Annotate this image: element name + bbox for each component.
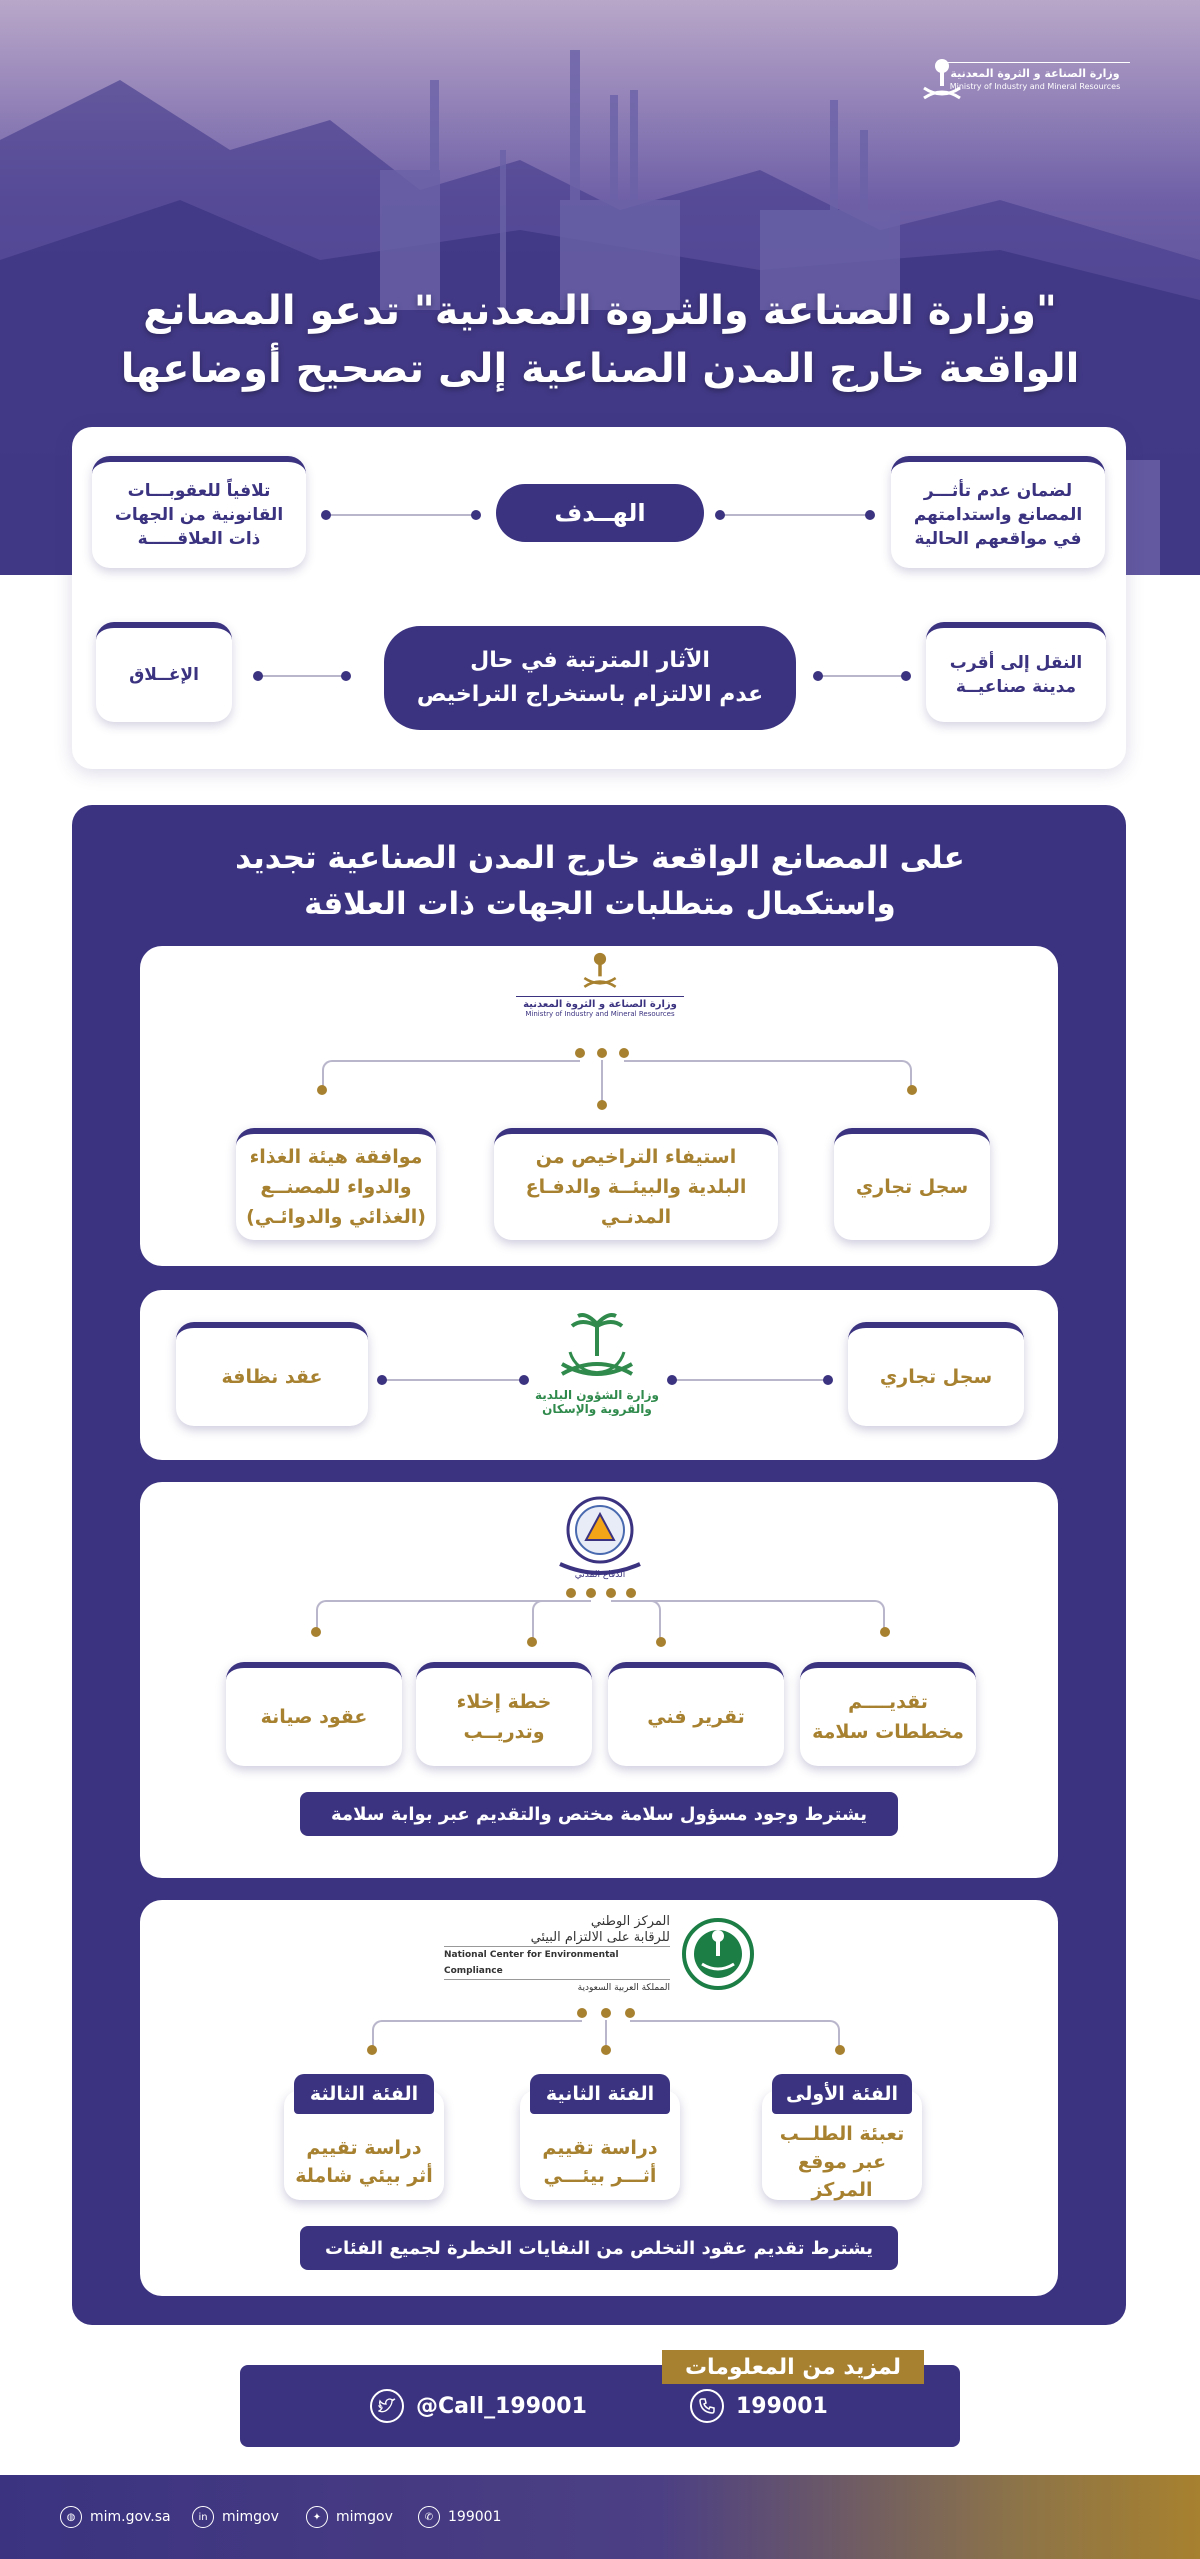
tree-dot	[311, 1627, 321, 1637]
tree-dot	[601, 2045, 611, 2055]
ncec-category-2	[520, 2083, 680, 2200]
panel-title	[140, 835, 1060, 927]
footer-phone-text: 199001	[448, 2509, 502, 2525]
contact-twitter-handle: @Call_199001	[416, 2393, 587, 2419]
tree-dot	[367, 2045, 377, 2055]
ncec-category-1-head: الفئة الأولى	[772, 2074, 912, 2114]
goal-right-text: لضمان عدم تأثـــر المصانع واستدامتهم في مواقعهم الحالية	[913, 481, 1083, 549]
palm-swords-emblem-icon	[552, 1312, 642, 1384]
ncec-category-2-head: الفئة الثانية	[530, 2074, 670, 2114]
goal-right-box	[891, 456, 1105, 568]
mim-item-commercial-register	[834, 1128, 990, 1240]
momrah-connector-right	[672, 1379, 828, 1381]
twitter-icon: ✦	[306, 2506, 328, 2528]
footer-twitter-text: mimgov	[336, 2509, 393, 2525]
ncec-logo	[444, 1912, 758, 1992]
ministry-logo-english: Ministry of Industry and Mineral Resources	[949, 82, 1121, 91]
consequence-label	[384, 626, 796, 730]
phone-icon	[690, 2389, 724, 2423]
tree-dot	[619, 1048, 629, 1058]
ncec-note-text: يشترط تقديم عقود التخلص من النفايات الخطرة لجميع الفئات	[324, 2237, 874, 2259]
civil-defense-item-text: خطة إخلاء وتدريــب	[456, 1691, 552, 1743]
tree-dot	[317, 1085, 327, 1095]
momrah-item-cleaning-contract	[176, 1322, 368, 1426]
consequence-label-line1: الآثار المترتبة في حال	[470, 648, 710, 673]
footer-linkedin-text: mimgov	[222, 2509, 279, 2525]
ncec-category-3-head: الفئة الثالثة	[294, 2074, 434, 2114]
twitter-icon	[370, 2389, 404, 2423]
goal-connector-right	[720, 514, 870, 516]
ncec-category-3	[284, 2083, 444, 2200]
civil-defense-item-technical-report	[608, 1662, 784, 1766]
tree-dot	[606, 1588, 616, 1598]
ncec-category-1-body: تعبئة الطلــب عبر موقع المركز	[779, 2123, 905, 2201]
tree-branch-right	[624, 1060, 912, 1088]
momrah-connector-left	[382, 1379, 524, 1381]
panel-title-line1: على المصانع الواقعة خارج المدن الصناعية تجديد	[235, 840, 965, 876]
tree-dot	[880, 1627, 890, 1637]
momrah-logo-line1: وزارة الشؤون البلدية	[534, 1388, 659, 1402]
tree-branch-middle	[601, 1060, 603, 1102]
panel-title-line2: واستكمال متطلبات الجهات ذات العلاقة	[304, 886, 896, 922]
tree-dot	[586, 1588, 596, 1598]
consequence-label-line2: عدم الالتزام باستخراج التراخيص	[416, 682, 764, 707]
tree-dot	[626, 1588, 636, 1598]
contact-phone[interactable]	[690, 2389, 828, 2423]
mim-item-text: استيفاء التراخيص من البلدية والبيئــة والدفـاع المدنـي	[525, 1146, 747, 1228]
civil-defense-item-text: تقديــــم مخططات سلامة	[812, 1691, 964, 1743]
contact-label-text: لمزيد من المعلومات	[684, 2354, 902, 2380]
ncec-logo-english: National Center for Environmental Compliance	[444, 1946, 670, 1980]
consequence-right-text: النقل إلى أقرب مدينة صناعيــة	[949, 653, 1083, 697]
ncec-category-1	[762, 2083, 922, 2201]
mim-logo	[510, 952, 690, 1018]
goal-label-text: الهــدف	[554, 499, 646, 527]
page-title	[100, 282, 1100, 398]
tree-dot	[601, 2008, 611, 2018]
goal-connector-left	[326, 514, 476, 516]
goal-left-box	[92, 456, 306, 568]
civil-defense-item-evacuation-plan	[416, 1662, 592, 1766]
mim-item-text: سجل تجاري	[855, 1176, 969, 1198]
momrah-item-text: سجل تجاري	[879, 1366, 993, 1388]
momrah-item-commercial-register	[848, 1322, 1024, 1426]
saudi-emblem-icon	[580, 952, 620, 992]
ministry-logo	[920, 58, 1150, 93]
civil-defense-logo-text: الدفاع المدني	[574, 1570, 626, 1580]
footer-website-text: mim.gov.sa	[90, 2509, 171, 2525]
tree-branch-right	[630, 2020, 840, 2048]
tree-branch-left	[532, 1600, 591, 1642]
tree-branch-middle	[605, 2020, 607, 2048]
civil-defense-emblem-icon	[550, 1490, 650, 1582]
footer-linkedin[interactable]	[192, 2506, 279, 2528]
civil-defense-item-maintenance-contracts	[226, 1662, 402, 1766]
civil-defense-note-text: يشترط وجود مسؤول سلامة مختص والتقديم عبر بوابة سلامة	[331, 1803, 867, 1825]
contact-phone-number: 199001	[736, 2393, 828, 2419]
tree-branch-left	[322, 1060, 580, 1088]
civil-defense-note	[300, 1792, 898, 1836]
civil-defense-item-safety-plans	[800, 1662, 976, 1766]
tree-dot	[597, 1048, 607, 1058]
consequence-left-text: الإغــلاق	[129, 665, 199, 685]
momrah-logo-line2: والقروية والإسكان	[542, 1402, 652, 1416]
mim-item-text: موافقة هيئة الغذاء والدواء للمصنــع (الغذائي والدوائـي)	[246, 1146, 426, 1228]
page-title-line1: "وزارة الصناعة والثروة المعدنية" تدعو المصانع	[143, 288, 1057, 334]
ncec-logo-arabic-line3: المملكة العربية السعودية	[577, 1983, 670, 1993]
tree-dot	[575, 1048, 585, 1058]
footer	[0, 2475, 1200, 2559]
saudi-emblem-icon	[920, 58, 964, 104]
civil-defense-logo	[540, 1490, 660, 1580]
ncec-logo-arabic-line2: للرقابة على الالتزام البيئي	[530, 1930, 670, 1945]
consequence-connector-right	[818, 675, 906, 677]
mim-item-sfda-approval	[236, 1128, 436, 1240]
contact-twitter[interactable]	[370, 2389, 587, 2423]
tree-dot	[566, 1588, 576, 1598]
ministry-logo-arabic: وزارة الصناعة و الثروة المعدنية	[950, 67, 1120, 80]
ncec-category-2-body: دراسة تقييم أثـــر بيئـــي	[542, 2137, 658, 2187]
consequence-right-box	[926, 622, 1106, 722]
ncec-category-3-body: دراسة تقييم أثر بيئي شاملة	[295, 2137, 433, 2187]
tree-dot	[656, 1637, 666, 1647]
ncec-logo-arabic-line1: المركز الوطني	[590, 1914, 670, 1929]
ncec-emblem-icon	[680, 1916, 756, 1992]
mim-logo-english: Ministry of Industry and Mineral Resources	[525, 1010, 675, 1018]
footer-website[interactable]	[60, 2506, 171, 2528]
tree-dot	[835, 2045, 845, 2055]
ncec-note	[300, 2226, 898, 2270]
tree-dot	[577, 2008, 587, 2018]
tree-dot	[527, 1637, 537, 1647]
phone-icon: ✆	[418, 2506, 440, 2528]
civil-defense-item-text: عقود صيانة	[260, 1706, 368, 1728]
globe-icon: ◍	[60, 2506, 82, 2528]
footer-twitter[interactable]	[306, 2506, 393, 2528]
footer-phone[interactable]	[418, 2506, 501, 2528]
tree-branch-left	[372, 2020, 582, 2048]
mim-logo-arabic: وزارة الصناعة و الثروة المعدنية	[523, 999, 677, 1010]
tree-branch-far-right	[631, 1600, 885, 1630]
contact-label	[662, 2350, 924, 2384]
momrah-item-text: عقد نظافة	[221, 1366, 323, 1388]
linkedin-icon: in	[192, 2506, 214, 2528]
momrah-logo	[532, 1312, 662, 1416]
civil-defense-item-text: تقرير فني	[647, 1706, 745, 1728]
tree-dot	[625, 2008, 635, 2018]
tree-dot	[907, 1085, 917, 1095]
goal-label	[496, 484, 704, 542]
consequence-left-box	[96, 622, 232, 722]
consequence-connector-left	[258, 675, 346, 677]
mim-item-licenses	[494, 1128, 778, 1240]
goal-left-text: تلافياً للعقوبـــات القانونية من الجهات ذات العلاقـــــة	[114, 481, 284, 549]
page-title-line2: الواقعة خارج المدن الصناعية إلى تصحيح أوضاعها	[120, 346, 1080, 392]
tree-dot	[597, 1100, 607, 1110]
